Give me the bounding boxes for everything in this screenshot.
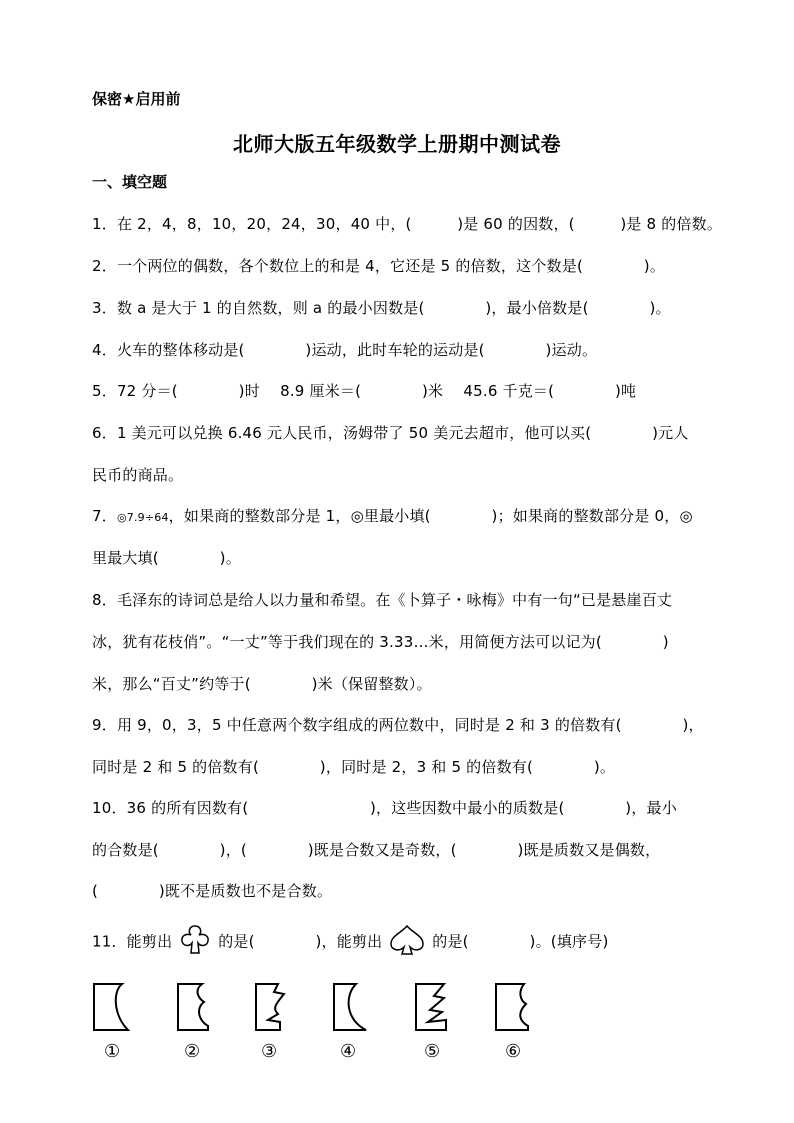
question-3: 3．数 a 是大于 1 的自然数，则 a 的最小因数是( )，最小倍数是( )。: [92, 299, 671, 317]
shape-4-icon: [332, 982, 372, 1032]
question-7-line2: 里最大填( )。: [92, 549, 241, 567]
question-10-line2: 的合数是( )，( )既是合数又是奇数，( )既是质数又是偶数，: [92, 841, 661, 859]
shape-label-2: ②: [184, 1041, 201, 1062]
question-11: [92, 922, 609, 962]
shape-label-6: ⑥: [505, 1041, 522, 1062]
shape-label-3: ③: [261, 1041, 278, 1062]
question-7-number: 7．: [92, 507, 117, 525]
shape-1-icon: [92, 982, 132, 1032]
question-8-line2: 冰，犹有花枝俏”。“一丈”等于我们现在的 3.33…米，用简便方法可以记为( ): [92, 633, 669, 651]
question-11-text-2: 的是( )，能剪出: [218, 932, 383, 951]
question-8-line3: 米，那么“百丈”约等于( )米（保留整数）。: [92, 675, 432, 693]
question-11-text-1: 11．能剪出: [92, 932, 173, 951]
question-8-line1: 8．毛泽东的诗词总是给人以力量和希望。在《卜算子・咏梅》中有一句“已是悬崖百丈: [92, 591, 673, 609]
question-11-text-3: 的是( )。(填序号): [432, 932, 609, 951]
question-1: 1．在 2，4，8，10，20，24，30，40 中，( )是 60 的因数，( )是 8 的倍数。: [92, 215, 723, 233]
confidential-label: 保密★启用前: [92, 90, 181, 108]
question-5: 5．72 分＝( )时 8.9 厘米＝( )米 45.6 千克＝( )吨: [92, 382, 637, 400]
question-7-formula: ◎7.9÷64: [116, 511, 169, 524]
question-9-line2: 同时是 2 和 5 的倍数有( )，同时是 2，3 和 5 的倍数有( )。: [92, 758, 616, 776]
shape-label-1: ①: [104, 1041, 121, 1062]
question-7-line1: [92, 505, 693, 526]
page-title: 北师大版五年级数学上册期中测试卷: [233, 132, 561, 156]
question-10-line1: 10．36 的所有因数有( )，这些因数中最小的质数是( )，最小: [92, 799, 677, 817]
spade-shape-icon: [387, 923, 427, 961]
shape-label-5: ⑤: [424, 1041, 441, 1062]
question-9-line1: 9．用 9，0，3，5 中任意两个数字组成的两位数中，同时是 2 和 3 的倍数有( )，: [92, 716, 704, 734]
question-6-line2: 民币的商品。: [92, 466, 184, 484]
question-4: 4．火车的整体移动是( )运动，此时车轮的运动是( )运动。: [92, 341, 598, 359]
section-heading: 一、填空题: [92, 173, 168, 191]
club-shape-icon: [177, 922, 213, 962]
question-2: 2．一个两位的偶数，各个数位上的和是 4，它还是 5 的倍数，这个数是( )。: [92, 257, 666, 275]
shape-5-icon: [414, 982, 454, 1032]
shape-2-icon: [176, 982, 216, 1032]
question-6-line1: 6．1 美元可以兑换 6.46 元人民币，汤姆带了 50 美元去超市，他可以买( )元人: [92, 424, 689, 442]
shape-3-icon: [254, 982, 294, 1032]
paper-cut-shapes: [92, 982, 552, 1032]
shape-6-icon: [494, 982, 534, 1032]
question-10-line3: ( )既不是质数也不是合数。: [92, 882, 333, 900]
question-7-text: ，如果商的整数部分是 1，◎里最小填( )；如果商的整数部分是 0，◎: [168, 507, 693, 525]
shape-label-4: ④: [340, 1041, 357, 1062]
